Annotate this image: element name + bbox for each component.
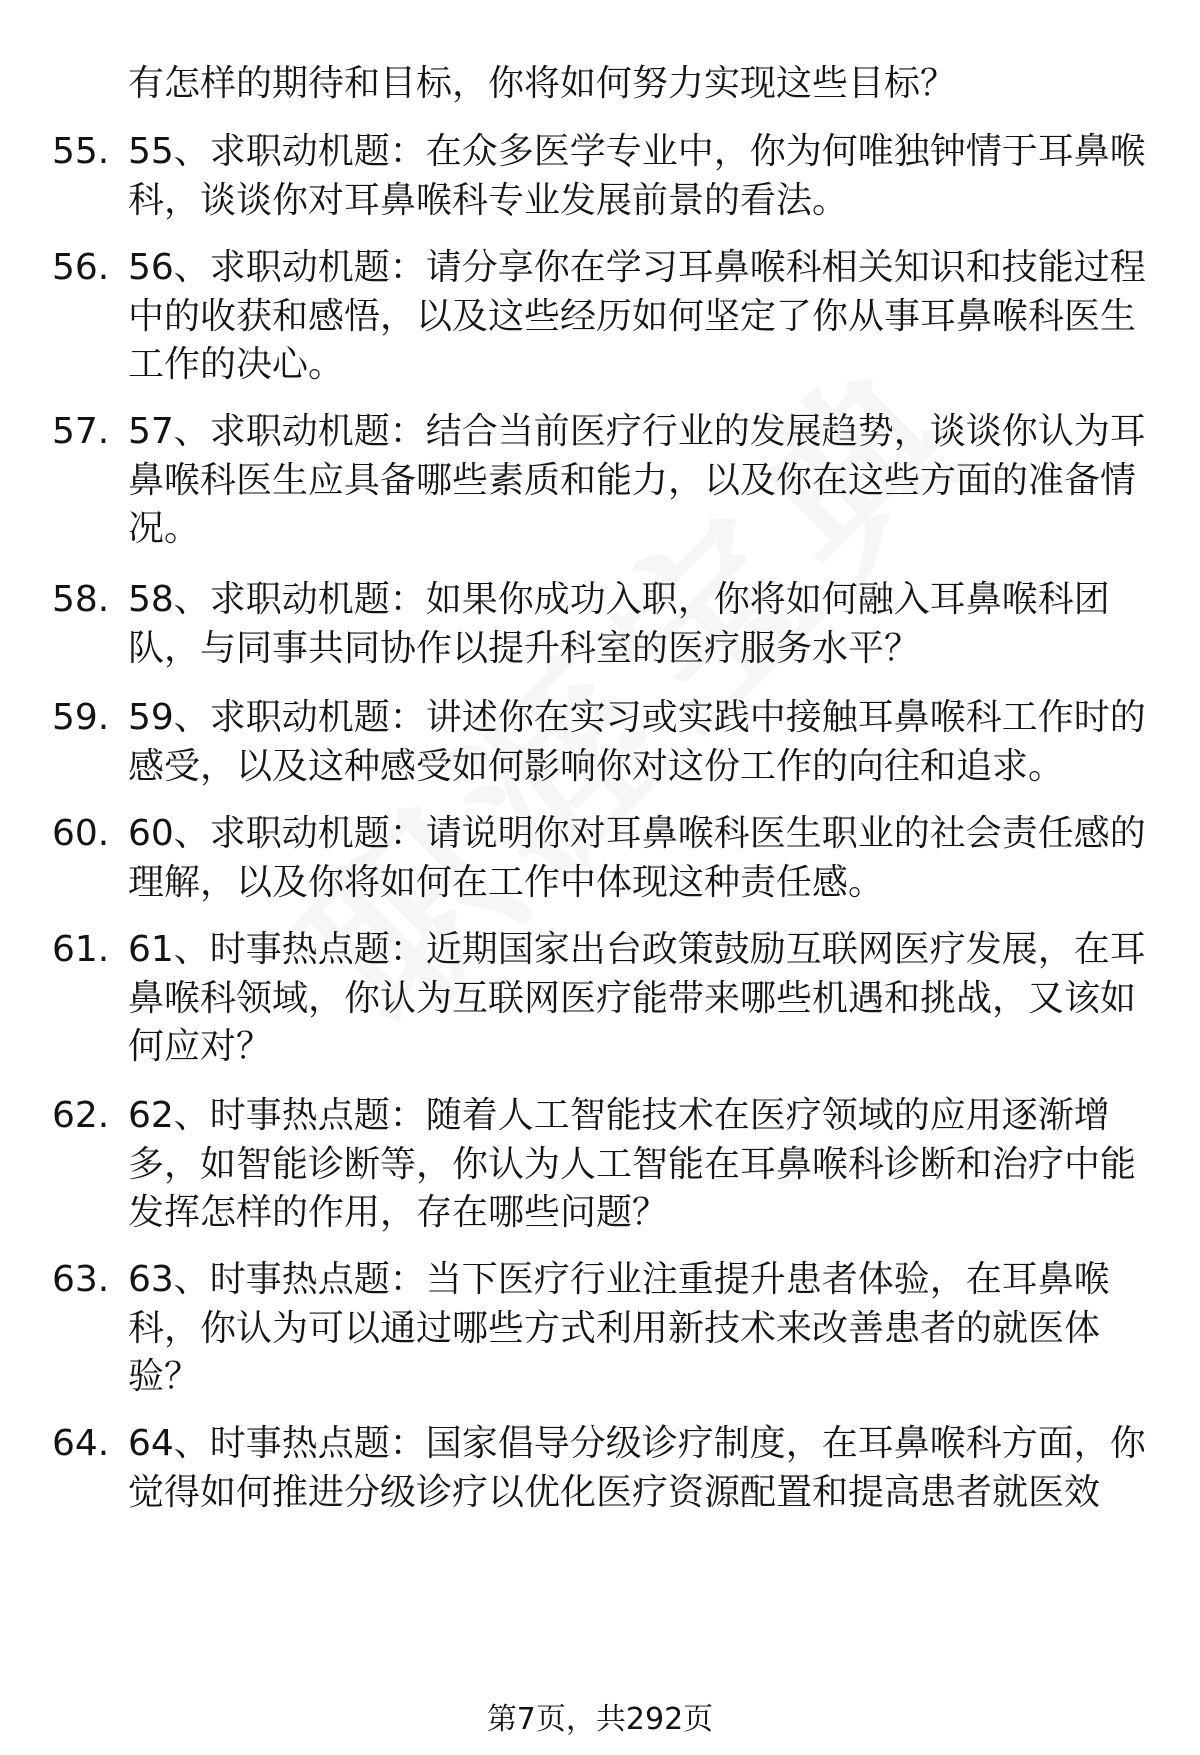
item-number: 55. [52, 131, 110, 172]
continued-text: 有怎样的期待和目标，你将如何努力实现这些目标？ [128, 63, 957, 104]
item-number: 62. [52, 1095, 110, 1136]
item-number: 60. [52, 813, 110, 854]
item-number: 61. [52, 929, 110, 970]
item-text: 60、求职动机题：请说明你对耳鼻喉科医生职业的社会责任感的理解，以及你将如何在工作中体现这种责任感。 [128, 813, 1146, 903]
item-text: 56、求职动机题：请分享你在学习耳鼻喉科相关知识和技能过程中的收获和感悟，以及这些经历如何坚定了你从事耳鼻喉科医生工作的决心。 [128, 247, 1146, 385]
item-text: 58、求职动机题：如果你成功入职，你将如何融入耳鼻喉科团队，与同事共同协作以提升科室的医疗服务水平？ [128, 579, 1110, 669]
item-number: 63. [52, 1259, 110, 1300]
item-text: 61、时事热点题：近期国家出台政策鼓励互联网医疗发展，在耳鼻喉科领域，你认为互联网医疗能带来哪些机遇和挑战，又该如何应对？ [128, 929, 1146, 1067]
item-number: 64. [52, 1423, 110, 1464]
item-number: 58. [52, 579, 110, 620]
item-text: 59、求职动机题：讲述你在实习或实践中接触耳鼻喉科工作时的感受，以及这种感受如何影响你对这份工作的向往和追求。 [128, 697, 1146, 787]
item-number: 57. [52, 411, 110, 452]
item-number: 59. [52, 697, 110, 738]
item-text: 62、时事热点题：随着人工智能技术在医疗领域的应用逐渐增多，如智能诊断等，你认为人工智能在耳鼻喉科诊断和治疗中能发挥怎样的作用，存在哪些问题？ [128, 1095, 1137, 1233]
item-text: 64、时事热点题：国家倡导分级诊疗制度，在耳鼻喉科方面，你觉得如何推进分级诊疗以优化医疗资源配置和提高患者就医效 [128, 1423, 1146, 1513]
item-text: 63、时事热点题：当下医疗行业注重提升患者体验，在耳鼻喉科，你认为可以通过哪些方式利用新技术来改善患者的就医体验？ [128, 1259, 1110, 1397]
item-text: 55、求职动机题：在众多医学专业中，你为何唯独钟情于耳鼻喉科，谈谈你对耳鼻喉科专业发展前景的看法。 [128, 131, 1146, 221]
page-number-footer: 第7页，共292页 [486, 1702, 714, 1737]
item-text: 57、求职动机题：结合当前医疗行业的发展趋势，谈谈你认为耳鼻喉科医生应具备哪些素质和能力，以及你在这些方面的准备情况。 [128, 411, 1146, 549]
item-number: 56. [52, 247, 110, 288]
